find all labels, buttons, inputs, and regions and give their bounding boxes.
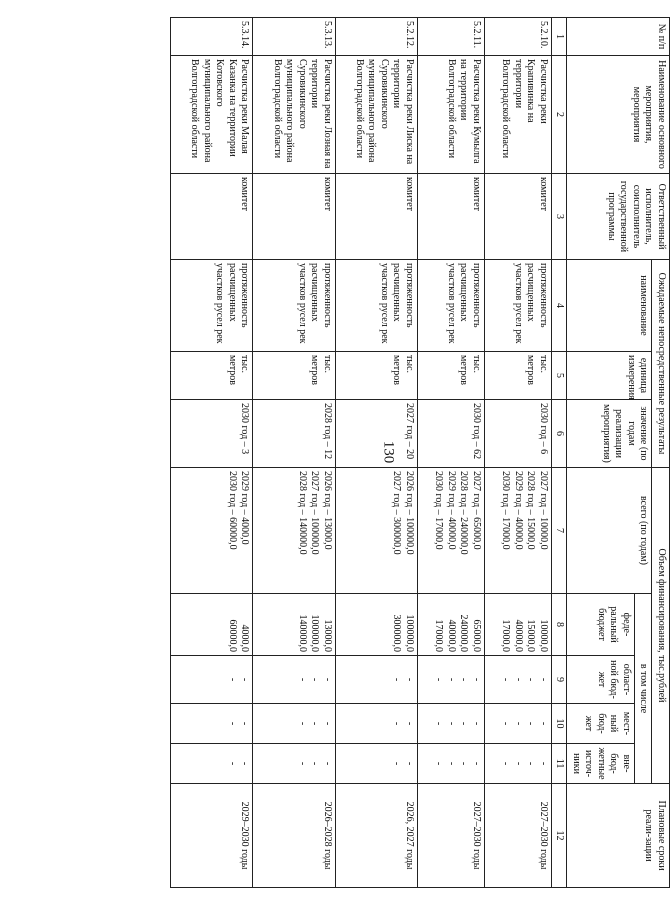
column-number: 11 (552, 744, 568, 784)
funding-local (484, 704, 551, 744)
planned-terms: 2026–2028 годы (253, 784, 335, 888)
result-name: протяженность расчищенных участков русел рек (171, 260, 253, 352)
funding-total (171, 468, 253, 594)
column-number: 2 (552, 56, 568, 174)
planned-terms: 2026, 2027 годы (335, 784, 417, 888)
funding-federal-line: 300000,0 (391, 614, 403, 652)
program-activities-table (170, 17, 670, 888)
table-row (417, 18, 484, 888)
row-number: 5.2.10. (484, 18, 551, 56)
funding-local-line: - (458, 721, 470, 726)
column-number-row (552, 18, 568, 888)
column-number: 8 (552, 594, 568, 656)
responsible-executor: комитет (417, 174, 484, 260)
header-unit: единица измерения (567, 352, 652, 400)
activity-name: Расчистка реки Малая Казанка на территории Котовского муниципального района Волгоградской области (171, 56, 253, 174)
funding-federal-line: 10000,0 (538, 619, 549, 652)
funding-extra-line: - (525, 761, 537, 766)
funding-extra (417, 744, 484, 784)
funding-regional (484, 656, 551, 704)
funding-local-line: - (470, 721, 482, 726)
funding-local-line: - (433, 721, 445, 726)
header-local: мест-ный бюд-жет (567, 704, 635, 744)
funding-local (253, 704, 335, 744)
table-row (171, 18, 253, 888)
program-table-page (170, 17, 670, 887)
funding-regional-line: - (470, 677, 482, 682)
header-regional: област-ной бюд-жет (567, 656, 635, 704)
funding-total-line: 2026 год – 13000,0 (321, 471, 333, 550)
funding-federal-line: 4000,0 (239, 624, 251, 652)
activity-name: Расчистка реки Лиска на территории Суровикинского муниципального района Волгоградской области (335, 56, 417, 174)
funding-regional-line: - (433, 677, 445, 682)
funding-regional-line: - (513, 677, 524, 682)
funding-total (253, 468, 335, 594)
result-name: протяженность расчищенных участков русел рек (335, 260, 417, 352)
funding-extra-line: - (309, 761, 321, 766)
funding-total-line: 2028 год – 140000,0 (296, 471, 308, 555)
funding-federal-line: 100000,0 (403, 614, 415, 652)
header-responsible: Ответственный исполнитель, соисполнитель государственной программы (567, 174, 670, 260)
funding-regional (171, 656, 253, 704)
planned-terms: 2027–2030 годы (417, 784, 484, 888)
unit-of-measure: тыс. метров (171, 352, 253, 400)
funding-extra-line: - (445, 761, 457, 766)
funding-extra (484, 744, 551, 784)
column-number: 9 (552, 656, 568, 704)
funding-extra-line: - (239, 761, 251, 766)
unit-of-measure: тыс. метров (335, 352, 417, 400)
header-federal: феде-ральный бюджет (567, 594, 635, 656)
funding-federal (253, 594, 335, 656)
table-row (335, 18, 417, 888)
funding-extra-line: - (500, 761, 512, 766)
result-name: протяженность расчищенных участков русел рек (417, 260, 484, 352)
funding-local-line: - (296, 721, 308, 726)
header-num: № п/п (567, 18, 670, 56)
funding-federal-line: 60000,0 (226, 619, 238, 652)
funding-local-line: - (445, 721, 457, 726)
column-number: 4 (552, 260, 568, 352)
funding-local-line: - (538, 721, 549, 726)
funding-total-line: 2026 год – 100000,0 (403, 471, 415, 555)
funding-extra-line: - (391, 761, 403, 766)
funding-local (171, 704, 253, 744)
result-value: 2030 год – 6 (484, 400, 551, 468)
funding-total-line: 2027 год – 65000,0 (470, 471, 482, 550)
funding-federal (417, 594, 484, 656)
funding-local-line: - (500, 721, 512, 726)
result-name: протяженность расчищенных участков русел рек (484, 260, 551, 352)
funding-extra-line: - (513, 761, 524, 766)
funding-total-line: 2030 год – 60000,0 (226, 471, 238, 550)
funding-federal-line: 240000,0 (458, 614, 470, 652)
header-results-group: Ожидаемые непосредственные результаты (652, 260, 670, 468)
funding-extra (171, 744, 253, 784)
row-number: 5.3.13. (253, 18, 335, 56)
result-value: 2027 год – 20 (335, 400, 417, 468)
funding-local-line: - (403, 721, 415, 726)
result-value: 2030 год – 3 (171, 400, 253, 468)
funding-total-line: 2027 год – 100000,0 (309, 471, 321, 555)
funding-federal-line: 40000,0 (445, 619, 457, 652)
column-number: 3 (552, 174, 568, 260)
result-value: 2030 год – 62 (417, 400, 484, 468)
funding-total-line: 2027 год – 10000,0 (538, 471, 549, 550)
funding-extra-line: - (226, 761, 238, 766)
funding-regional-line: - (403, 677, 415, 682)
activity-name: Расчистка реки Лозная на территории Суровикинского муниципального района Волгоградской области (253, 56, 335, 174)
funding-extra-line: - (538, 761, 549, 766)
column-number: 1 (552, 18, 568, 56)
header-including: в том числе (635, 594, 653, 784)
header-extra: вне-бюд-жетные источ-ники (567, 744, 635, 784)
funding-federal-line: 17000,0 (500, 619, 512, 652)
funding-total-line: 2027 год – 300000,0 (391, 471, 403, 555)
header-value: значение (по годам реализации мероприятия) (567, 400, 652, 468)
funding-local-line: - (513, 721, 524, 726)
column-number: 10 (552, 704, 568, 744)
responsible-executor: комитет (335, 174, 417, 260)
funding-extra (253, 744, 335, 784)
funding-regional-line: - (445, 677, 457, 682)
column-number: 12 (552, 784, 568, 888)
funding-extra-line: - (296, 761, 308, 766)
funding-regional-line: - (321, 677, 333, 682)
result-value: 2028 год – 12 (253, 400, 335, 468)
funding-total-line: 2028 год – 15000,0 (525, 471, 537, 550)
column-number: 6 (552, 400, 568, 468)
funding-regional-line: - (538, 677, 549, 682)
planned-terms: 2029–2030 годы (171, 784, 253, 888)
funding-local-line: - (525, 721, 537, 726)
funding-extra-line: - (321, 761, 333, 766)
funding-local-line: - (321, 721, 333, 726)
funding-local-line: - (391, 721, 403, 726)
funding-federal-line: 140000,0 (296, 614, 308, 652)
funding-federal-line: 17000,0 (433, 619, 445, 652)
unit-of-measure: тыс. метров (253, 352, 335, 400)
funding-regional-line: - (525, 677, 537, 682)
funding-federal-line: 65000,0 (470, 619, 482, 652)
funding-regional-line: - (239, 677, 251, 682)
table-row (253, 18, 335, 888)
column-number: 5 (552, 352, 568, 400)
funding-local (335, 704, 417, 744)
funding-regional-line: - (296, 677, 308, 682)
funding-federal-line: 100000,0 (309, 614, 321, 652)
funding-total-line: 2029 год – 4000,0 (239, 471, 251, 545)
funding-extra (335, 744, 417, 784)
funding-federal-line: 15000,0 (525, 619, 537, 652)
funding-local-line: - (239, 721, 251, 726)
funding-regional (253, 656, 335, 704)
header-funding-group: Объем финансирования, тыс.рублей (652, 468, 670, 784)
funding-total-line: 2030 год – 17000,0 (433, 471, 445, 550)
unit-of-measure: тыс. метров (417, 352, 484, 400)
funding-total (335, 468, 417, 594)
result-name: протяженность расчищенных участков русел рек (253, 260, 335, 352)
funding-regional (335, 656, 417, 704)
funding-federal (171, 594, 253, 656)
activities-body (171, 18, 552, 888)
funding-local-line: - (226, 721, 238, 726)
funding-extra-line: - (458, 761, 470, 766)
funding-total (484, 468, 551, 594)
funding-local-line: - (309, 721, 321, 726)
page-number: 130 (380, 440, 397, 464)
funding-federal-line: 40000,0 (513, 619, 524, 652)
funding-total-line: 2028 год – 240000,0 (458, 471, 470, 555)
header-total: всего (по годам) (567, 468, 652, 594)
funding-regional-line: - (458, 677, 470, 682)
activity-name: Расчистка реки Кумылга на территории Волгоградской области (417, 56, 484, 174)
funding-regional-line: - (391, 677, 403, 682)
header-result-name: наименование (567, 260, 652, 352)
funding-total (417, 468, 484, 594)
row-number: 5.3.14. (171, 18, 253, 56)
header-terms: Плановые сроки реали-зации (567, 784, 670, 888)
funding-extra-line: - (433, 761, 445, 766)
row-number: 5.2.11. (417, 18, 484, 56)
funding-total-line: 2029 год – 40000,0 (445, 471, 457, 550)
funding-extra-line: - (470, 761, 482, 766)
unit-of-measure: тыс. метров (484, 352, 551, 400)
header-activity-name: Наименование основного мероприятия, мероприятия (567, 56, 670, 174)
planned-terms: 2027–2030 годы (484, 784, 551, 888)
funding-total-line: 2029 год – 40000,0 (513, 471, 524, 550)
funding-regional-line: - (500, 677, 512, 682)
column-number: 7 (552, 468, 568, 594)
funding-total-line: 2030 год – 17000,0 (500, 471, 512, 550)
funding-regional-line: - (226, 677, 238, 682)
table-row (484, 18, 551, 888)
funding-federal (484, 594, 551, 656)
responsible-executor: комитет (484, 174, 551, 260)
funding-federal-line: 13000,0 (321, 619, 333, 652)
row-number: 5.2.12. (335, 18, 417, 56)
funding-local (417, 704, 484, 744)
responsible-executor: комитет (253, 174, 335, 260)
funding-regional (417, 656, 484, 704)
responsible-executor: комитет (171, 174, 253, 260)
funding-extra-line: - (403, 761, 415, 766)
funding-federal (335, 594, 417, 656)
activity-name: Расчистка реки Крапивинка на территории Волгоградской области (484, 56, 551, 174)
funding-regional-line: - (309, 677, 321, 682)
